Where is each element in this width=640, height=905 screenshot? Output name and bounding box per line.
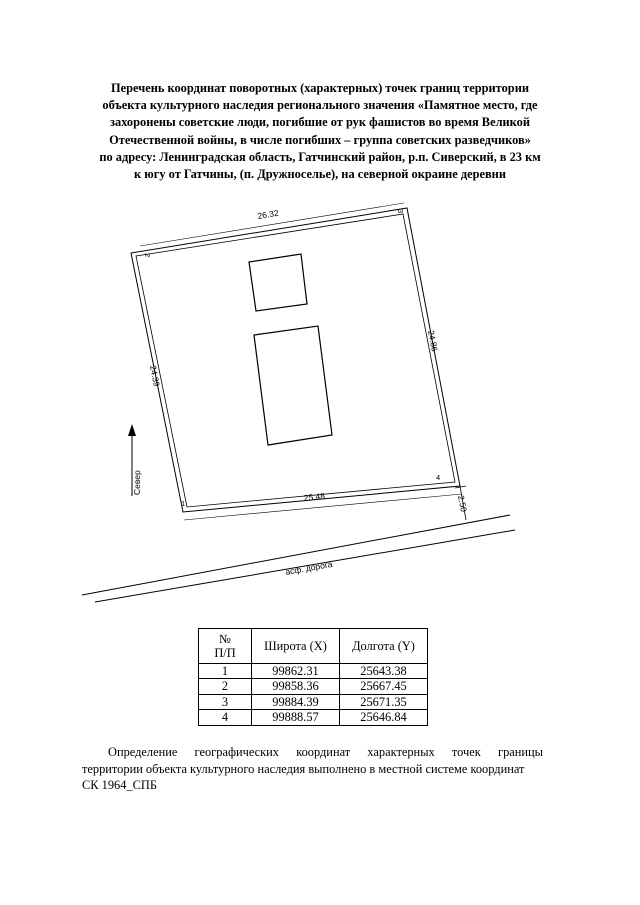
table-cell: 25643.38 [340, 664, 428, 679]
note-line: Определение географических координат характерных точек границы [108, 745, 543, 759]
table-cell: 3 [199, 694, 252, 709]
building-small [249, 254, 307, 311]
coordinate-system-note [82, 744, 543, 794]
title-line: захоронены советские люди, погибшие от рук фашистов во время Великой [110, 115, 530, 130]
table-row [199, 710, 428, 725]
offset-to-road: 2.50 [456, 494, 470, 513]
title-line: Перечень координат поворотных (характерных) точек границ территории [111, 81, 529, 95]
point-label: 1 [181, 499, 186, 508]
table-row [199, 694, 428, 709]
building-large [254, 326, 332, 445]
table-cell: 1 [199, 664, 252, 679]
side-length-top: 26.32 [256, 207, 280, 221]
site-plan [0, 190, 640, 610]
column-header-latitude: Широта (X) [252, 629, 340, 664]
table-cell: 4 [199, 710, 252, 725]
coordinates-table [198, 628, 428, 726]
note-line: территории объекта культурного наследия выполнено в местной системе координат [82, 761, 525, 776]
document-title [60, 80, 580, 183]
table-cell: 99884.39 [252, 694, 340, 709]
table-cell: 2 [199, 679, 252, 694]
table-cell: 25667.45 [340, 679, 428, 694]
title-line: к югу от Гатчины, (п. Дружноселье), на северной окраине деревни [134, 167, 506, 182]
point-label: 2 [143, 253, 152, 258]
side-length-right: 24.86 [426, 329, 440, 353]
table-cell: 25646.84 [340, 710, 428, 725]
column-header-number: № П/П [199, 629, 252, 664]
title-line: объекта культурного наследия регионального значения «Памятное место, где [102, 98, 538, 113]
column-header-longitude: Долгота (Y) [340, 629, 428, 664]
point-label: 4 [436, 473, 441, 482]
north-label: Север [132, 470, 142, 495]
table-header-row [199, 629, 428, 664]
road-edge-top [82, 515, 510, 595]
side-length-left: 24.39 [148, 364, 162, 388]
title-line: Отечественной войны, в числе погибших – группа советских разведчиков» [109, 132, 531, 147]
road-label: асф. дорога [284, 558, 334, 577]
side-length-bottom: 25.48 [303, 490, 326, 503]
table-cell: 99862.31 [252, 664, 340, 679]
point-label: 3 [396, 209, 405, 214]
title-line: по адресу: Ленинградская область, Гатчинский район, р.п. Сиверский, в 23 км [99, 149, 541, 164]
note-line: СК 1964_СПБ [82, 778, 157, 793]
table-cell: 99858.36 [252, 679, 340, 694]
table-row [199, 664, 428, 679]
table-cell: 25671.35 [340, 694, 428, 709]
table-cell: 99888.57 [252, 710, 340, 725]
table-row [199, 679, 428, 694]
boundary-inner-line [136, 214, 455, 507]
